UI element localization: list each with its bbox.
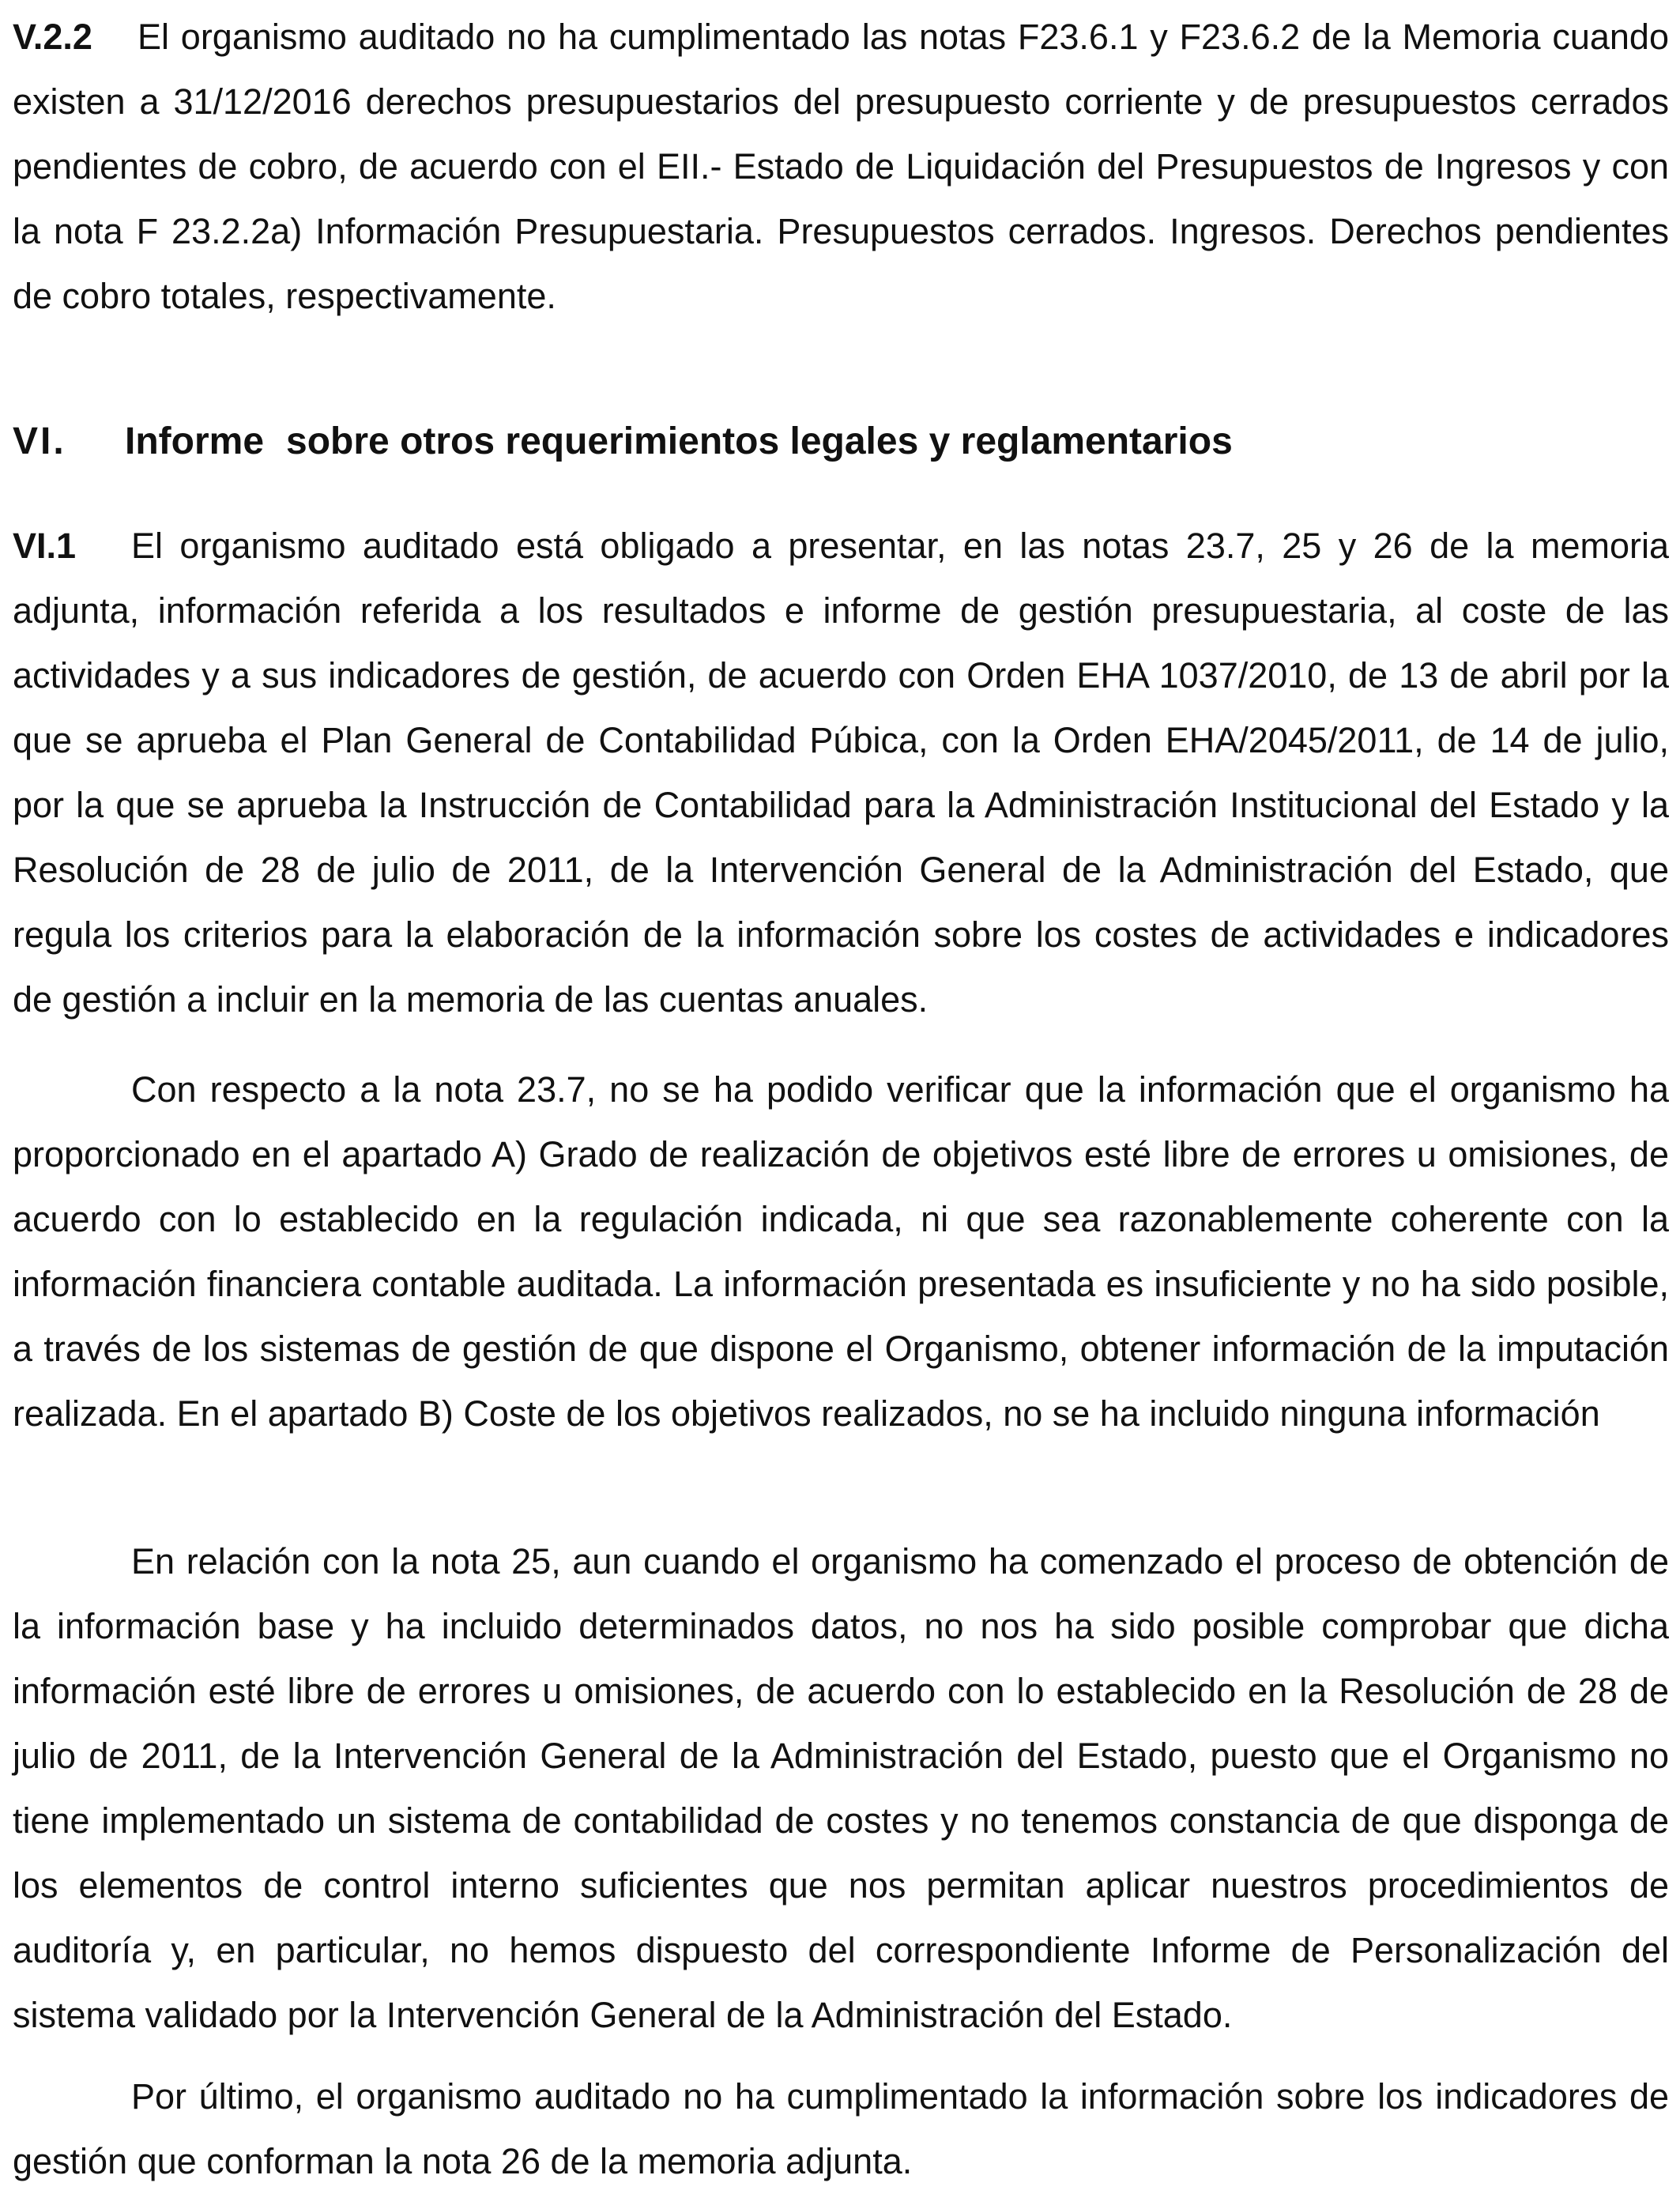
paragraph-nota-25: En relación con la nota 25, aun cuando el organismo ha comenzado el proceso de obtención de la información base y ha incluido determinados datos, no nos ha sido posible comprobar que dicha información esté libre de errores u omisiones, de acuerdo con lo establecido en la Resolución de 28 de julio de 2011, de la Intervención General de la Administración del Estado, puesto que el Organismo no tiene implementado un sistema de contabilidad de costes y no tenemos constancia de que disponga de los elementos de control interno suficientes que nos permitan aplicar nuestros procedimientos de auditoría y, en particular, no hemos dispuesto del correspondiente Informe de Personalización del sistema validado por la Intervención General de la Administración del Estado. (13, 1541, 1669, 2035)
section-title-word: Informe (125, 420, 265, 462)
paragraph-vi1 (13, 514, 1669, 1032)
document-page (13, 0, 1672, 2194)
section-heading-vi (13, 409, 1233, 474)
section-title-rest: sobre otros requerimientos legales y reglamentarios (286, 420, 1233, 462)
paragraph-nota-23-7: Con respecto a la nota 23.7, no se ha podido verificar que la información que el organismo ha proporcionado en el apartado A) Grado de realización de objetivos esté libre de errores u omisiones, de acuerdo con lo establecido en la regulación indicada, ni que sea razonablemente coherente con la información financiera contable auditada. La información presentada es insuficiente y no ha sido posible, a través de los sistemas de gestión de que dispone el Organismo, obtener información de la imputación realizada. En el apartado B) Coste de los objetivos realizados, no se ha incluido ninguna información (13, 1069, 1669, 1434)
paragraph-v22 (13, 5, 1669, 329)
paragraph-v22-text: El organismo auditado no ha cumplimentado las notas F23.6.1 y F23.6.2 de la Memoria cuando existen a 31/12/2016 derechos presupuestarios del presupuesto corriente y de presupuestos cerrados pendientes de cobro, de acuerdo con el EII.- Estado de Liquidación del Presupuestos de Ingresos y con la nota F 23.2.2a) Información Presupuestaria. Presupuestos cerrados. Ingresos. Derechos pendientes de cobro totales, respectivamente. (13, 17, 1669, 316)
section-number-v22: V.2.2 (13, 17, 92, 57)
paragraph-nota-26: Por último, el organismo auditado no ha cumplimentado la información sobre los indicadores de gestión que conforman la nota 26 de la memoria adjunta. (13, 2076, 1669, 2181)
section-number-vi: VI. (13, 420, 66, 462)
section-number-vi1: VI.1 (13, 526, 77, 566)
paragraph-vi1-text: El organismo auditado está obligado a presentar, en las notas 23.7, 25 y 26 de la memoria adjunta, información referida a los resultados e informe de gestión presupuestaria, al coste de las actividades y a sus indicadores de gestión, de acuerdo con Orden EHA 1037/2010, de 13 de abril por la que se aprueba el Plan General de Contabilidad Púbica, con la Orden EHA/2045/2011, de 14 de julio, por la que se aprueba la Instrucción de Contabilidad para la Administración Institucional del Estado y la Resolución de 28 de julio de 2011, de la Intervención General de la Administración del Estado, que regula los criterios para la elaboración de la información sobre los costes de actividades e indicadores de gestión a incluir en la memoria de las cuentas anuales. (13, 526, 1669, 1020)
